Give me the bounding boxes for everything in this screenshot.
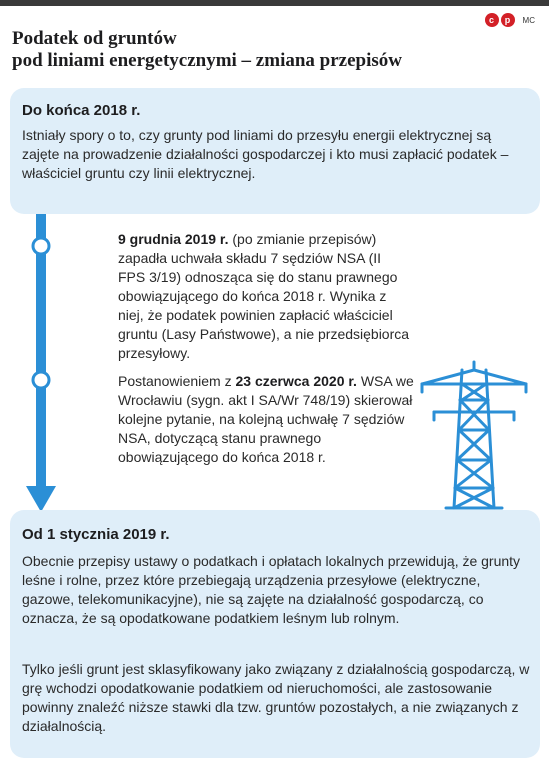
entry-2-text-before: Postanowieniem z — [118, 373, 236, 389]
timeline-arrow-icon — [26, 214, 56, 514]
page-title — [12, 28, 532, 72]
entry-2-text: WSA we Wrocławiu (sygn. akt I SA/Wr 748/19) skierował kolejne pytanie, na kolejną uchwałę 7 sędziów NSA, dotyczącą stanu prawnego obowiązującego do końca 2018 r. — [118, 373, 414, 465]
timeline-dot-2 — [33, 372, 49, 388]
entry-2-date: 23 czerwca 2020 r. — [235, 373, 357, 389]
entry-1-text: (po zmianie przepisów) zapadła uchwała składu 7 sędziów NSA (II FPS 3/19) odnosząca się do stanu prawnego obowiązującego do końca 2018 r. Wynika z niej, że podatek powinien zapłacić właściciel gruntu (Lasy Państwowe), a nie przedsiębiorca przesyłowy. — [118, 231, 410, 361]
from-2019-heading: Od 1 stycznia 2019 r. — [22, 526, 170, 543]
logo-letter-p: p — [501, 13, 515, 27]
timeline-dot-1 — [33, 238, 49, 254]
before-2019-text: Istniały spory o to, czy grunty pod liniami do przesyłu energii elektrycznej są zajęte na prowadzenie działalności gospodarczej i kto musi zapłacić podatek – właściciel gruntu czy linii elektrycznej. — [22, 127, 509, 181]
before-2019-box — [10, 88, 540, 214]
timeline-entry-2 — [118, 372, 418, 467]
timeline-entry-1 — [118, 230, 410, 363]
entry-1-date: 9 grudnia 2019 r. — [118, 231, 229, 247]
title-line-1: Podatek od gruntów — [12, 28, 177, 49]
author-initials: MC — [522, 15, 535, 25]
pylon-icon — [418, 360, 530, 510]
from-2019-paragraph-1: Obecnie przepisy ustawy o podatkach i opłatach lokalnych przewidują, że grunty leśne i rolne, przez które przebiegają urządzenia przesyłowe (elektryczne, gazowe, telekomunikacyjne), nie są zajęte na działalność gospodarczą, co oznacza, że są opodatkowane podatkiem leśnym lub rolnym. — [22, 553, 521, 626]
publisher-logo — [485, 13, 535, 27]
from-2019-box — [10, 510, 540, 758]
from-2019-paragraph-2: Tylko jeśli grunt jest sklasyfikowany jako związany z działalnością gospodarczą, w grę wchodzi opodatkowanie podatkiem od nieruchomości, ale zastosowanie powinny znaleźć niższe stawki dla tzw. gruntów pozostałych, a nie związanych z działalnością. — [22, 661, 530, 734]
logo-letter-c: c — [485, 13, 499, 27]
before-2019-heading: Do końca 2018 r. — [22, 102, 141, 119]
top-bar — [0, 0, 549, 6]
title-line-2: pod liniami energetycznymi – zmiana przepisów — [12, 50, 402, 71]
